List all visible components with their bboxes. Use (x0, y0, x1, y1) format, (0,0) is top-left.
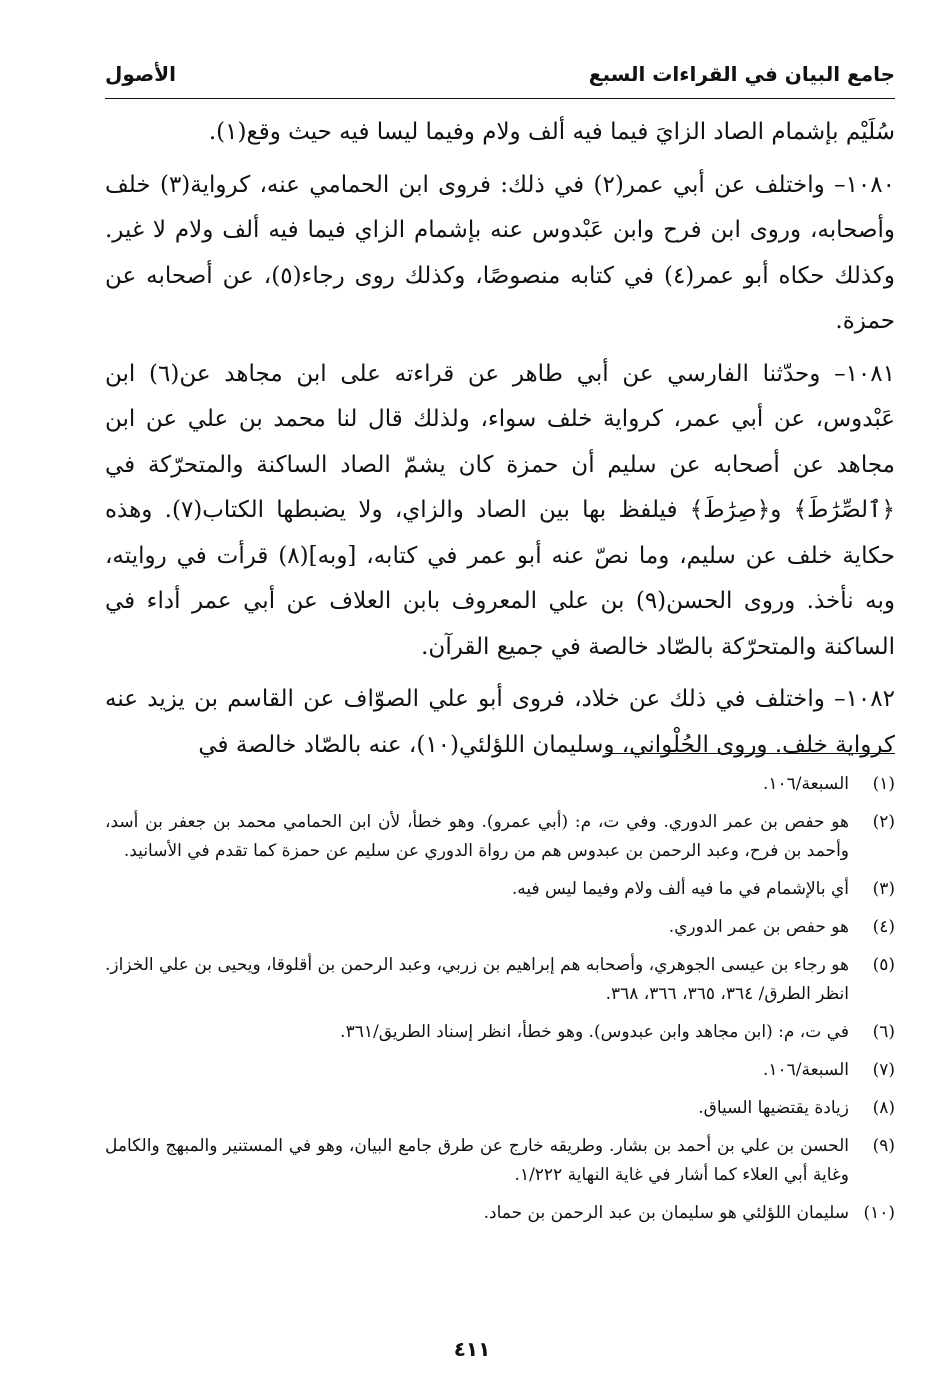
footnote (105, 1132, 895, 1190)
header-divider (105, 98, 895, 99)
footnote (105, 1018, 895, 1047)
footnote-number: (٣) (872, 879, 895, 899)
footnote-text: أي بالإشمام في ما فيه ألف ولام وفيما ليس فيه. (511, 879, 849, 899)
footnote (105, 770, 895, 799)
footnote-text: السبعة/١٠٦. (762, 1060, 849, 1080)
footnote-text: زيادة يقتضيها السياق. (698, 1098, 849, 1118)
footnote-number: (٦) (872, 1022, 895, 1042)
footnote (105, 875, 895, 904)
footnote-number: (٢) (872, 812, 895, 832)
footnote (105, 1056, 895, 1085)
footnote-number: (٤) (872, 917, 895, 937)
footnote-number: (١٠) (863, 1203, 895, 1223)
footnote-number: (٩) (872, 1136, 895, 1156)
main-text (105, 110, 895, 775)
book-title: جامع البيان في القراءات السبع (588, 62, 895, 86)
footnote-text: هو حفص بن عمر الدوري. وفي ت، م: (أبي عمرو). وهو خطأ، لأن ابن الحمامي محمد بن جعفر بن أسد، وأحمد بن فرح، وعبد الرحمن بن عبدوس هم من رواة الدوري عن سليم عن حمزة كما تقدم في الأسانيد. (105, 812, 849, 861)
footnote-number: (٧) (872, 1060, 895, 1080)
footnote (105, 951, 895, 1009)
paragraph: سُلَيْم بإشمام الصاد الزايَ فيما فيه ألف ولام وفيما ليسا فيه حيث وقع(١). (208, 119, 895, 145)
footnote-text: هو حفص بن عمر الدوري. (668, 917, 849, 937)
page-number: ٤١١ (453, 1337, 491, 1361)
footnote (105, 1094, 895, 1123)
footnote-number: (٥) (872, 955, 895, 975)
footnote (105, 1199, 895, 1228)
footnotes (105, 770, 895, 1237)
paragraph: ١٠٨٢– واختلف في ذلك عن خلاد، فروى أبو علي الصوّاف عن القاسم بن يزيد عنه كرواية خلف. وروى الحُلْواني، وسليمان اللؤلئي(١٠)، عنه بالصّاد خالصة في (105, 686, 895, 758)
section-title: الأصول (105, 62, 176, 86)
paragraph: ١٠٨٠– واختلف عن أبي عمر(٢) في ذلك: فروى ابن الحمامي عنه، كرواية(٣) خلف وأصحابه، وروى ابن فرح وابن عَبْدوس عنه بإشمام الزاي فيما فيه ألف ولام لا غير. وكذلك حكاه أبو عمر(٤) في كتابه منصوصًا، وكذلك روى رجاء(٥)، عن أصحابه عن حمزة. (105, 171, 895, 334)
footnote-number: (١) (872, 774, 895, 794)
footnote-divider (605, 753, 895, 754)
footnote-text: في ت، م: (ابن مجاهد وابن عبدوس). وهو خطأ، انظر إسناد الطريق/٣٦١. (340, 1022, 849, 1042)
footnote (105, 913, 895, 942)
paragraph: ١٠٨١– وحدّثنا الفارسي عن أبي طاهر عن قراءته على ابن مجاهد عن(٦) ابن عَبْدوس، عن أبي عمر، كرواية خلف سواء، ولذلك قال لنا محمد بن علي عن ابن مجاهد عن أصحابه عن سليم أن حمزة كان يشمّ الصاد الساكنة والمتحرّكة في ﴿ٱلصِّرَٰطَ﴾ و﴿صِرَٰطَ﴾ فيلفظ بها بين الصاد والزاي، ولا يضبطها الكتاب(٧). وهذه حكاية خلف عن سليم، وما نصّ عنه أبو عمر في كتابه، [وبه](٨) قرأت في روايته، وبه نأخذ. وروى الحسن(٩) بن علي المعروف بابن العلاف عن أبي عمر أداء في الساكنة والمتحرّكة بالصّاد خالصة في جميع القرآن. (105, 360, 896, 660)
footnote-number: (٨) (872, 1098, 895, 1118)
footnote (105, 808, 895, 866)
running-header (105, 60, 895, 96)
footnote-text: الحسن بن علي بن أحمد بن بشار. وطريقه خارج عن طرق جامع البيان، وهو في المستنير والمبهج والكامل وغاية أبي العلاء كما أشار في غاية النهاية ١/٢٢٢. (105, 1136, 849, 1185)
footnote-text: سليمان اللؤلئي هو سليمان بن عبد الرحمن بن حماد. (483, 1203, 849, 1223)
footnote-text: هو رجاء بن عيسى الجوهري، وأصحابه هم إبراهيم بن زربي، وعبد الرحمن بن أقلوقا، ويحيى بن علي الخزاز. انظر الطرق/ ٣٦٤، ٣٦٥، ٣٦٦، ٣٦٨. (105, 955, 849, 1004)
footnote-text: السبعة/١٠٦. (762, 774, 849, 794)
